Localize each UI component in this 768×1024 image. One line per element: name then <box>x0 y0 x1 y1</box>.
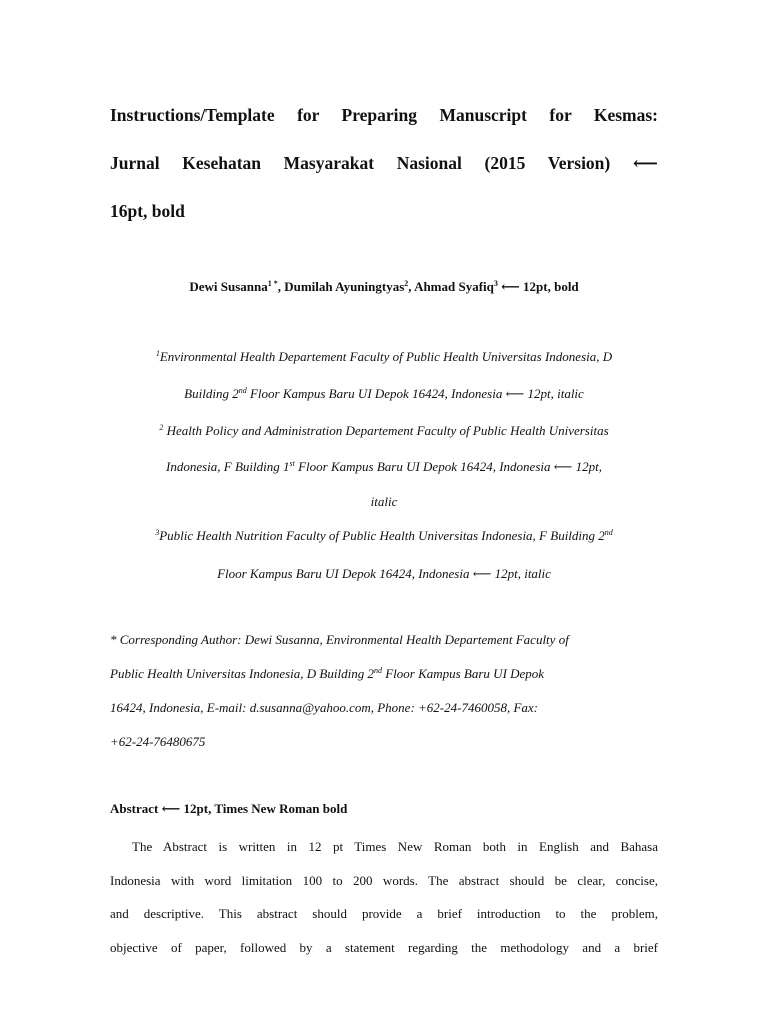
ordinal-superscript: nd <box>604 528 613 537</box>
affiliation-text: Indonesia, F Building 1 <box>166 459 290 474</box>
affiliation-3-line-2: Floor Kampus Baru UI Depok 16424, Indonesia ⟵ 12pt, italic <box>217 566 551 581</box>
corresponding-text: Floor Kampus Baru UI Depok <box>381 666 545 681</box>
title-line-1: Instructions/Template for Preparing Manuscript for Kesmas: <box>110 105 658 125</box>
affiliation-text: Health Policy and Administration Departement Faculty of Public Health Universitas <box>163 423 609 438</box>
affiliation-3-line-1 <box>110 525 658 547</box>
abstract-heading: Abstract ⟵ 12pt, Times New Roman bold <box>110 801 348 816</box>
affiliation-1-line-1 <box>110 346 658 368</box>
author-superscript: 3 <box>493 279 498 288</box>
affiliation-1-line-2 <box>110 383 658 405</box>
affiliation-2-line-3: italic <box>370 494 398 509</box>
ordinal-superscript: nd <box>238 386 247 395</box>
affiliation-text: Floor Kampus Baru UI Depok 16424, Indonesia ⟵ 12pt, italic <box>246 386 584 401</box>
affiliation-superscript: 1 <box>155 349 160 358</box>
title-line-2: Jurnal Kesehatan Masyarakat Nasional (2015 Version) ⟵ <box>110 153 658 173</box>
ordinal-superscript: st <box>289 459 295 468</box>
affiliation-text: Building 2 <box>184 386 239 401</box>
author-name: Dumilah Ayuningtyas <box>284 279 405 294</box>
abstract-line: Indonesia with word limitation 100 to 200 words. The abstract should be clear, concise, <box>110 873 658 888</box>
author-superscript: 2 <box>404 279 409 288</box>
author-name: Dewi Susanna <box>189 279 268 294</box>
author-list: Dewi Susanna$^{1 *}$, Dumilah Ayuningtyas$^2$, Ahmad Syafiq$^3$ ⟵ 12pt, bold <box>189 279 579 294</box>
abstract-line: objective of paper, followed by a statement regarding the methodology and a brief <box>110 940 658 955</box>
corresponding-line-4: +62-24-76480675 <box>110 734 206 749</box>
corresponding-line-1: * Corresponding Author: Dewi Susanna, Environmental Health Departement Faculty of <box>110 632 569 647</box>
affiliation-text: Environmental Health Departement Faculty of Public Health Universitas Indonesia, D <box>159 349 613 364</box>
affiliation-text: Floor Kampus Baru UI Depok 16424, Indonesia ⟵ 12pt, <box>294 459 602 474</box>
affiliation-superscript: 3 <box>155 528 160 537</box>
author-format-note: ⟵ 12pt, bold <box>501 279 579 294</box>
ordinal-superscript: nd <box>373 666 382 675</box>
abstract-line: and descriptive. This abstract should provide a brief introduction to the problem, <box>110 906 658 921</box>
author-superscript: 1 * <box>267 279 278 288</box>
author-name: Ahmad Syafiq <box>414 279 494 294</box>
corresponding-line-2 <box>110 663 658 685</box>
abstract-line: The Abstract is written in 12 pt Times New Roman both in English and Bahasa <box>132 839 658 854</box>
affiliation-text: Public Health Nutrition Faculty of Public Health Universitas Indonesia, F Building 2 <box>159 528 605 543</box>
affiliation-2-line-1 <box>110 420 658 442</box>
corresponding-line-3: 16424, Indonesia, E-mail: d.susanna@yahoo.com, Phone: +62-24-7460058, Fax: <box>110 700 538 715</box>
affiliation-superscript: 2 <box>159 423 164 432</box>
corresponding-text: Public Health Universitas Indonesia, D Building 2 <box>110 666 374 681</box>
affiliation-2-line-2 <box>110 456 658 478</box>
title-line-3: 16pt, bold <box>110 201 185 221</box>
